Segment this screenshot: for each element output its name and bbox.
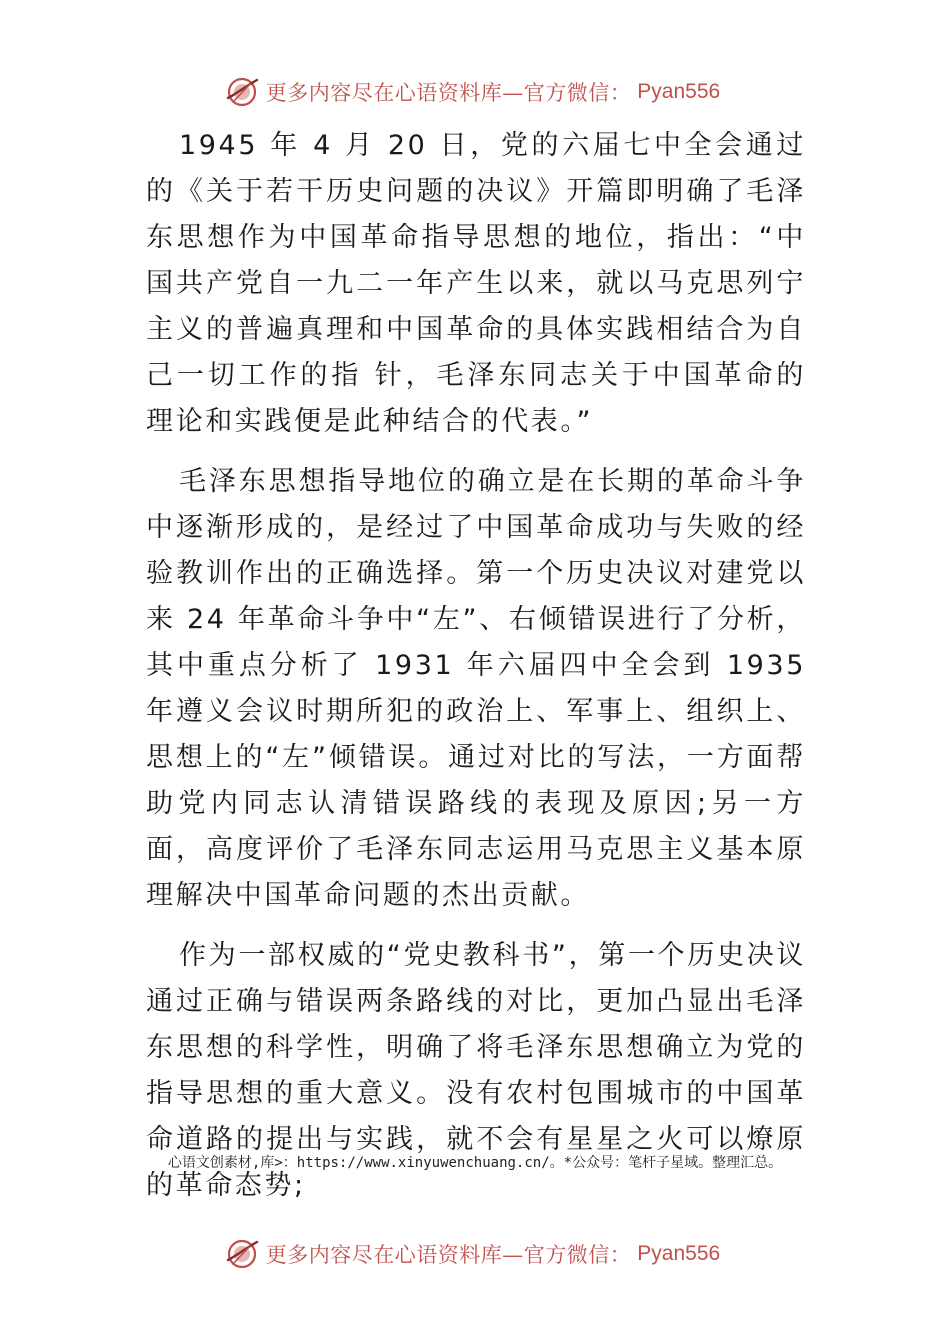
footer-banner-inner [224,1236,720,1272]
header-banner [0,70,950,114]
paragraph-2: 毛泽东思想指导地位的确立是在长期的革命斗争中逐渐形成的，是经过了中国革命成功与失败的经验教训作出的正确选择。第一个历史决议对建党以来 24 年革命斗争中“左”、右倾错误进行了分析，其中重点分析了 1931 年六届四中全会到 1935 年遵义会议时期所犯的政治上、军事上、组织上、思想上的“左”倾错误。通过对比的写法，一方面帮助党内同志认清错误路线的表现及原因;另一方面，高度评价了毛泽东同志运用马克思主义基本原理解决中国革命问题的杰出贡献。 [146,466,806,911]
header-banner-text: 更多内容尽在心语资料库—官方微信： [265,81,632,105]
brand-logo-icon [224,74,260,110]
paragraph-3: 作为一部权威的“党史教科书”，第一个历史决议通过正确与错误两条路线的对比，更加凸显出毛泽东思想的科学性，明确了将毛泽东思想确立为党的指导思想的重大意义。没有农村包围城市的中国革命道路的提出与实践，就不会有星星之火可以燎原的革命态势; [146,940,806,1201]
footer-source-note: 心语文创素材,库>：https://www.xinyuwenchuang.cn/。*公众号：笔杆子星域。整理汇总。 [167,1155,783,1171]
footer-banner [0,1232,950,1276]
header-banner-inner [224,74,720,110]
document-body [146,123,806,1223]
footer-banner-text: 更多内容尽在心语资料库—官方微信： [265,1243,632,1267]
header-wechat-id: Pyan556 [637,80,721,103]
paragraph-1: 1945 年 4 月 20 日，党的六届七中全会通过的《关于若干历史问题的决议》开篇即明确了毛泽东思想作为中国革命指导思想的地位，指出：“中国共产党自一九二一年产生以来，就以马克思列宁主义的普遍真理和中国革命的具体实践相结合为自己一切工作的指 针，毛泽东同志关于中国革命的理论和实践便是此种结合的代表。” [146,130,806,437]
footer-wechat-id: Pyan556 [637,1242,721,1265]
brand-logo-icon [224,1236,260,1272]
